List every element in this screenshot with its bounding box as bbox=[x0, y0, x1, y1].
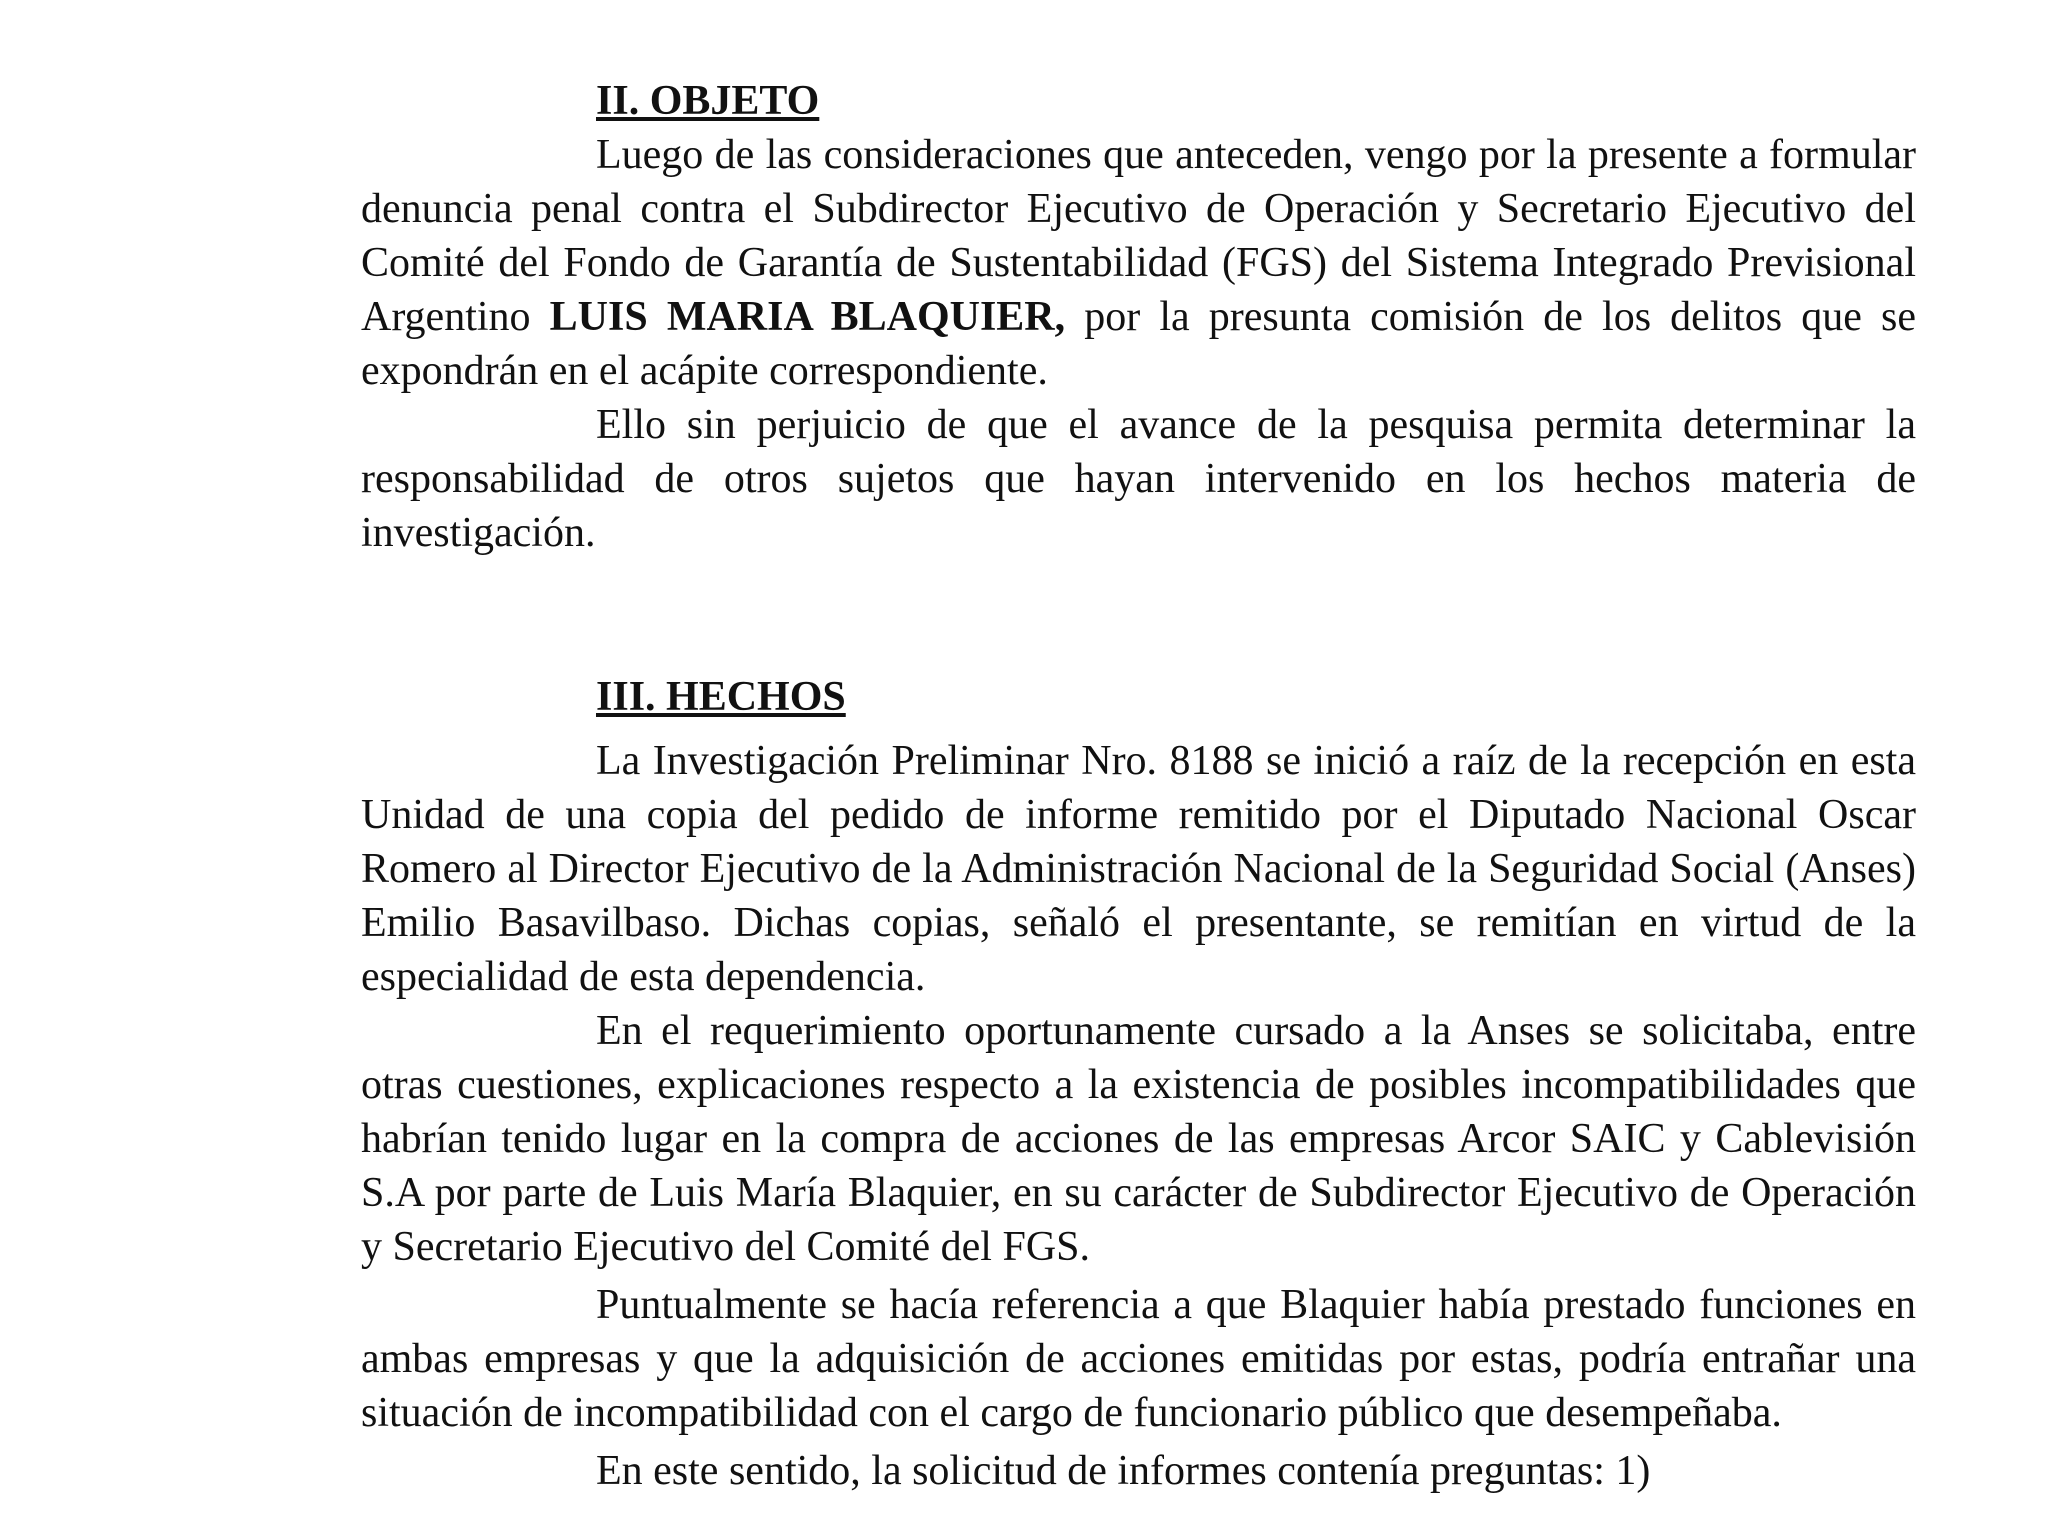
section-objeto bbox=[361, 74, 1916, 560]
objeto-paragraph-1 bbox=[361, 128, 1916, 398]
hechos-paragraph-2: En el requerimiento oportunamente cursado a la Anses se solicitaba, entre otras cuestiones, explicaciones respecto a la existencia de posibles incompatibilidades que habrían tenido lugar en la compra de acciones de las empresas Arcor SAIC y Cablevisión S.A por parte de Luis María Blaquier, en su carácter de Subdirector Ejecutivo de Operación y Secretario Ejecutivo del Comité del FGS. bbox=[361, 1008, 1916, 1270]
section-heading-objeto: II. OBJETO bbox=[596, 78, 820, 124]
objeto-paragraph-2: Ello sin perjuicio de que el avance de la pesquisa permita determinar la responsabilidad de otros sujetos que hayan intervenido en los hechos materia de investigación. bbox=[361, 402, 1916, 556]
hechos-paragraph-4-partial: En este sentido, la solicitud de informes contenía preguntas: 1) bbox=[596, 1448, 1651, 1494]
objeto-paragraph-1-text-a: Luego de las consideraciones que anteceden, vengo por la presente a formular denuncia penal contra el Subdirector Ejecutivo de Operación y Secretario Ejecutivo del Comité del Fondo de Garantía de Sustentabilidad (FGS) del Sistema Integrado Previsional Argentino bbox=[361, 132, 1916, 340]
section-heading-hechos: III. HECHOS bbox=[596, 674, 846, 720]
document-page bbox=[361, 74, 1916, 1498]
hechos-paragraph-1: La Investigación Preliminar Nro. 8188 se inició a raíz de la recepción en esta Unidad de una copia del pedido de informe remitido por el Diputado Nacional Oscar Romero al Director Ejecutivo de la Administración Nacional de la Seguridad Social (Anses) Emilio Basavilbaso. Dichas copias, señaló el presentante, se remitían en virtud de la especialidad de esta dependencia. bbox=[361, 738, 1916, 1000]
section-spacer bbox=[361, 560, 1916, 670]
objeto-paragraph-1-text-b: por la presunta comisión de los delitos que se expondrán en el acápite correspondiente. bbox=[361, 294, 1916, 394]
section-hechos bbox=[361, 670, 1916, 1498]
hechos-paragraph-3: Puntualmente se hacía referencia a que Blaquier había prestado funciones en ambas empresas y que la adquisición de acciones emitidas por estas, podría entrañar una situación de incompatibilidad con el cargo de funcionario público que desempeñaba. bbox=[361, 1282, 1916, 1436]
accused-name: LUIS MARIA BLAQUIER, bbox=[549, 294, 1066, 340]
